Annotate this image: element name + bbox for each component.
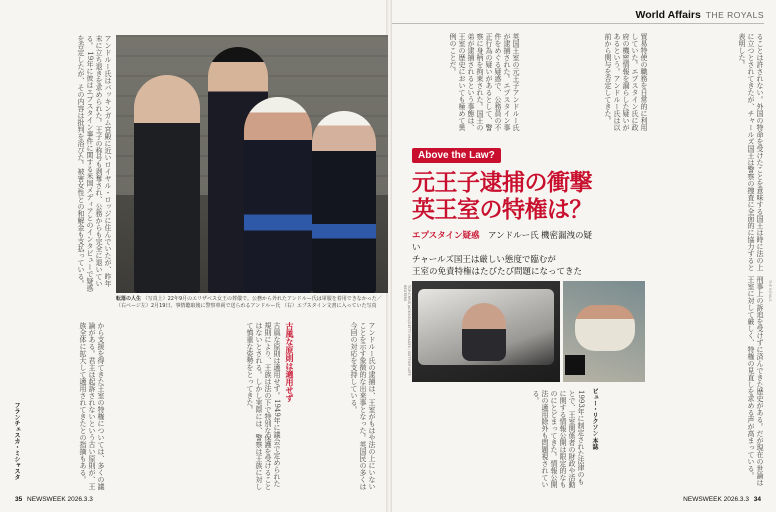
article-title-block — [412, 143, 597, 277]
photo-credit: TOP:CHRIS JACKSON/GETTY IMAGES / BOTTOM LEFT: REUTERS — [403, 285, 411, 377]
right-page-column-lower-2 — [606, 276, 764, 490]
col-text: 刑事上の訴追を受けずに済んできた歴史がある。だが現在の世論は王室に対して厳しく、特権の見直しを求める声が高まっている。 — [747, 276, 764, 486]
headline-line-1: 元王子逮捕の衝撃 — [412, 169, 592, 195]
issue-date-right: 2026.3.3 — [723, 496, 749, 503]
right-page-column-3 — [656, 33, 764, 271]
section-title: World Affairs — [635, 9, 701, 21]
section-subtitle: THE ROYALS — [705, 10, 764, 20]
left-page-column-top — [10, 35, 112, 293]
left-page-column-lower-b — [113, 322, 281, 492]
figure-charles — [244, 97, 312, 293]
col-text: アンドルー氏はバッキンガム宮殿に近いロイヤル・ロッジに住んでいたが、昨年末に立ち退きを求められた。王子の称号も剥奪され、公務からも完全に退いている。 — [86, 35, 112, 287]
figure-andrew — [134, 75, 200, 293]
col-text: 19年に彼はエプスタイン事件に関する米国メディアとのインタビューで疑惑を否定したが、その内容は批判を浴びた。被害女性との和解金も支払っている。 — [77, 35, 94, 292]
lead-text — [412, 229, 597, 277]
headline-line-2: 英王室の特権は？ — [412, 196, 592, 222]
lead-line-1: アンドルー氏 機密漏洩の疑い — [412, 230, 593, 252]
col-text: 古風な原則は適用せず。1949年に議会で定められた規則により、王族は法の下で特別な保護を受けることはないとされる。しかし実際には、警察は王族に対して慎重な姿勢をとってきた。 — [246, 322, 281, 490]
redaction-block — [565, 355, 585, 375]
page-number-right: 34 — [753, 496, 761, 503]
issue-date-left: 2026.3.3 — [67, 496, 93, 503]
police-car-photo — [412, 281, 560, 382]
left-subhead: 古風な原則は適用せず — [285, 322, 294, 402]
caption-bold: 転落の人生 — [116, 296, 142, 302]
page-edge-label: THE ROYALS — [768, 280, 772, 302]
byline-name: ビュー・リクソン — [591, 388, 597, 436]
left-page-column-lower-c — [296, 322, 376, 492]
magazine-name-left: NEWSWEEK — [27, 496, 66, 503]
kicker-label: Above the Law? — [412, 148, 501, 163]
photo-caption — [116, 296, 388, 310]
header-rule — [392, 23, 764, 24]
right-page-column-1 — [400, 33, 520, 135]
section-header — [636, 9, 764, 21]
col-text: 貿易特使の職務を日常的に利用していた。エプスタイン氏に政府の機密情報を漏らした疑いがあるという。アンドルー氏は以前から関与を否定してきた。 — [604, 33, 648, 131]
lead-tag: エプスタイン疑惑 — [412, 230, 480, 240]
col-text: アンドルー氏の逮捕は、王室がもはや法の上にいないことを示す象徴的な出来事となった。英国民の多くは今回の対応を支持している。 — [350, 322, 376, 490]
right-byline — [590, 388, 599, 488]
col-text: ることは許されない。外国の特命を受けたことを意味する国王は時に法の上に立つとされてきたが、チャールズ国王は警察の捜査に全面的に協力すると表明した。 — [738, 33, 764, 271]
figure-anne — [312, 111, 376, 293]
col-text: 1993年に制定された法律のもとで、王室関係者の財政や活動に関する情報公開は限定的なものにとどまってきた。情報公開法の適用除外も問題視されている。 — [532, 390, 585, 488]
byline-role: 本誌 — [591, 437, 597, 450]
footer-right — [683, 496, 764, 503]
col-text: から支援を得てきた王室の特権については、多くの議論がある。君主は起訴されないという古い原則が、王族全体に拡大して適用されてきたとの指摘もある。 — [79, 322, 105, 490]
right-page-column-2 — [528, 33, 648, 135]
left-page-column-lower-a — [10, 322, 105, 492]
caption-text: （写真上）22年9月のエリザベス女王の葬儀で。公務から外れたアンドルー氏は軍服を着用できなかった／（右ページ左）2月19日、事情聴取後に警察車両で送られるアンドルー氏 （右）エプスタイン文書に入っていた写真 — [116, 296, 382, 309]
magazine-name-right: NEWSWEEK — [683, 496, 722, 503]
footer-left — [12, 496, 93, 503]
headline — [412, 169, 597, 223]
andrew-in-car — [462, 303, 506, 361]
royal-family-photo — [116, 35, 388, 293]
right-page-column-lower-1 — [400, 390, 585, 490]
lead-line-2: チャールズ国王は厳しい態度で臨むが — [412, 254, 556, 264]
col-text: 英国王室の元王子アンドルー氏が逮捕された。エプスタイン事件をめぐる疑惑で、公務員の不正行為の疑いがあるとして、警察に身柄を拘束された。国王の弟が逮捕されるという事態は、王室の歴史においても極めて異例のことだ。 — [449, 33, 520, 131]
page-number-left: 35 — [15, 496, 23, 503]
lead-line-3: 王室の免責特権はたびたび問題になってきた — [412, 266, 583, 276]
left-byline: フランチェスカ・ミシャスタ — [13, 402, 19, 480]
